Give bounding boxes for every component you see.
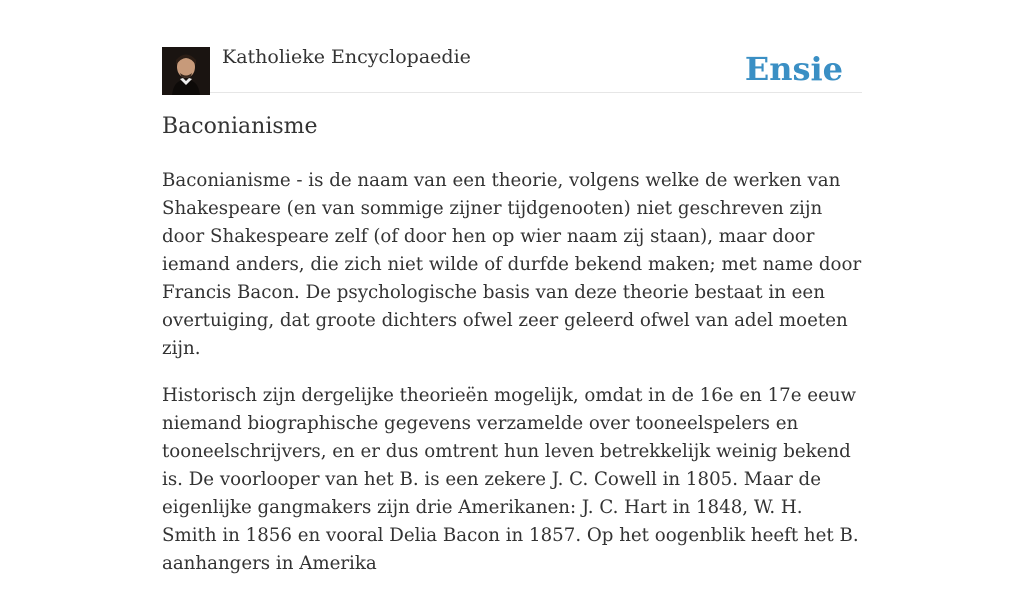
article-paragraph: Baconianisme - is de naam van een theorie, volgens welke de werken van Shakespeare (en van sommige zijner tijdgenooten) niet geschreven zijn door Shakespeare zelf (of door hen op wier naam zij staan), maar door iemand anders, die zich niet wilde of durfde bekend maken; met name door Francis Bacon. De psychologische basis van deze theorie bestaat in een overtuiging, dat groote dichters ofwel zeer geleerd ofwel van adel moeten zijn. <box>162 170 862 359</box>
page-title: Baconianisme <box>162 114 318 139</box>
brand-logo-link[interactable]: Ensie <box>744 50 843 88</box>
article-body <box>162 167 862 597</box>
source-name[interactable]: Katholieke Encyclopaedie <box>222 46 471 68</box>
portrait-avatar-icon[interactable] <box>162 47 210 95</box>
site-header <box>162 44 862 93</box>
article-paragraph: Historisch zijn dergelijke theorieën mogelijk, omdat in de 16e en 17e eeuw niemand biographische gegevens verzamelde over tooneelspelers en tooneelschrijvers, en er dus omtrent hun leven betrekkelijk weinig bekend is. De voorlooper van het B. is een zekere J. C. Cowell in 1805. Maar de eigenlijke gangmakers zijn drie Amerikanen: J. C. Hart in 1848, W. H. Smith in 1856 en vooral Delia Bacon in 1857. Op het oogenblik heeft het B. aanhangers in Amerika <box>162 385 859 574</box>
